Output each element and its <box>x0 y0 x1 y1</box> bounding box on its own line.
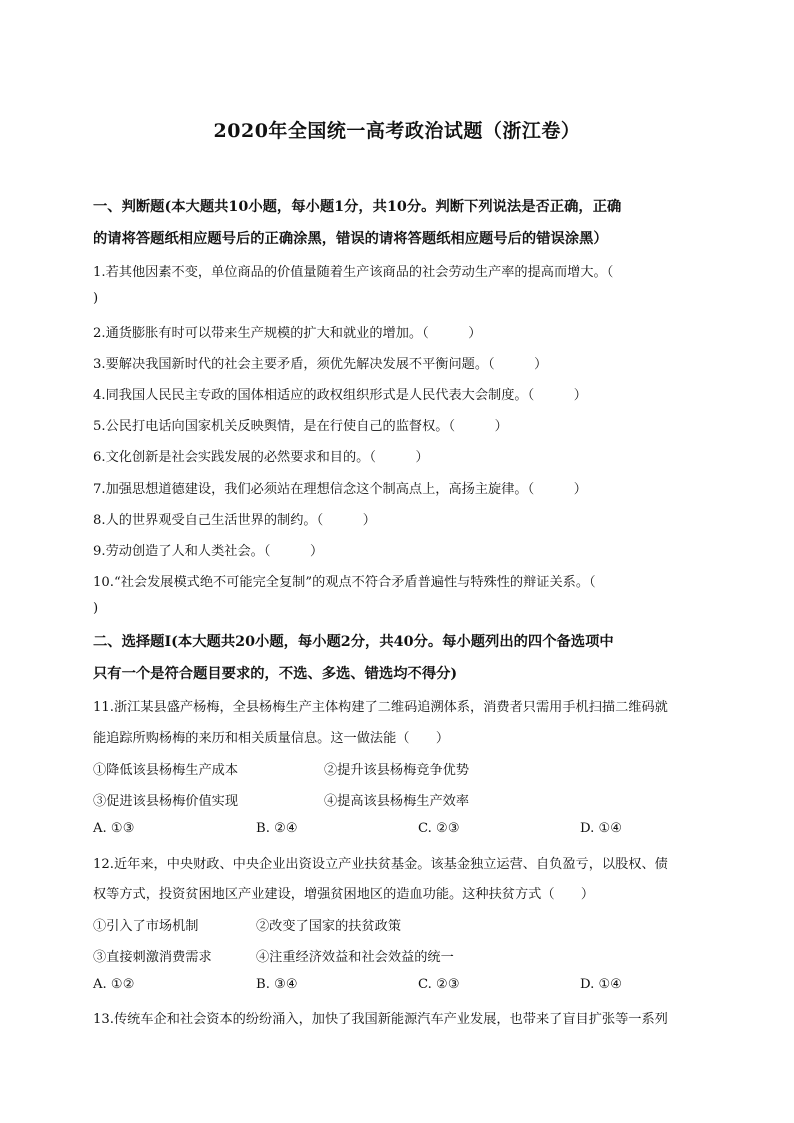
question-13-stem-line1: 13.传统车企和社会资本的纷纷涌入，加快了我国新能源汽车产业发展，也带来了盲目扩张等一系列 <box>93 1012 668 1027</box>
question-12-stem-line1: 12.近年来，中央财政、中央企业出资设立产业扶贫基金。该基金独立运营、自负盈亏，以股权、债 <box>93 857 668 872</box>
section2-heading-line2: 只有一个是符合题目要求的，不选、多选、错选均不得分) <box>93 666 458 682</box>
question-12-stem-line2: 权等方式，投资贫困地区产业建设，增强贫困地区的造血功能。这种扶贫方式（ ） <box>93 887 595 902</box>
question-12-statement-1: ①引入了市场机制 <box>93 919 199 934</box>
question-11-choice-c: C. ②③ <box>418 821 460 836</box>
question-11-choice-b: B. ②④ <box>256 821 298 836</box>
question-4: 4.同我国人民民主专政的国体相适应的政权组织形式是人民代表大会制度。（ ） <box>93 388 587 403</box>
question-12-statement-3: ③直接刺激消费需求 <box>93 950 212 965</box>
question-2: 2.通货膨胀有时可以带来生产规模的扩大和就业的增加。（ ） <box>93 326 482 341</box>
question-7: 7.加强思想道德建设，我们必须站在理想信念这个制高点上，高扬主旋律。（ ） <box>93 482 587 497</box>
question-11-statement-1: ①降低该县杨梅生产成本 <box>93 763 239 778</box>
question-12-choice-c: C. ②③ <box>418 977 460 992</box>
question-12-choice-a: A. ①② <box>93 977 135 992</box>
question-11-statement-2: ②提升该县杨梅竞争优势 <box>324 763 470 778</box>
question-12-statement-4: ④注重经济效益和社会效益的统一 <box>256 950 454 965</box>
question-6: 6.文化创新是社会实践发展的必然要求和目的。（ ） <box>93 450 429 465</box>
page-title: 2020年全国统一高考政治试题（浙江卷） <box>213 120 581 142</box>
question-3: 3.要解决我国新时代的社会主要矛盾，须优先解决发展不平衡问题。（ ） <box>93 357 548 372</box>
section1-heading-line1: 一、判断题(本大题共10小题，每小题1分，共10分。判断下列说法是否正确，正确 <box>93 199 622 215</box>
question-11-choice-d: D. ①④ <box>580 821 623 836</box>
section1-heading-line2: 的请将答题纸相应题号后的正确涂黑，错误的请将答题纸相应题号后的错误涂黑） <box>93 231 608 247</box>
question-5: 5.公民打电话向国家机关反映舆情，是在行使自己的监督权。（ ） <box>93 419 508 434</box>
question-11-choice-a: A. ①③ <box>93 821 135 836</box>
question-11-statement-3: ③促进该县杨梅价值实现 <box>93 794 239 809</box>
question-10-continued: ) <box>93 601 99 616</box>
question-8: 8.人的世界观受自己生活世界的制约。（ ） <box>93 513 376 528</box>
question-11-stem-line2: 能追踪所购杨梅的来历和相关质量信息。这一做法能（ ） <box>93 731 450 746</box>
question-1: 1.若其他因素不变，单位商品的价值量随着生产该商品的社会劳动生产率的提高而增大。（ <box>93 265 614 280</box>
question-11-statement-4: ④提高该县杨梅生产效率 <box>324 794 470 809</box>
question-10: 10.“社会发展模式绝不可能完全复制”的观点不符合矛盾普遍性与特殊性的辩证关系。（ <box>93 575 596 590</box>
question-12-statement-2: ②改变了国家的扶贫政策 <box>256 919 402 934</box>
question-1-continued: ) <box>93 291 99 306</box>
question-12-choice-d: D. ①④ <box>580 977 623 992</box>
question-9: 9.劳动创造了人和人类社会。（ ） <box>93 544 324 559</box>
section2-heading-line1: 二、选择题Ⅰ(本大题共20小题，每小题2分，共40分。每小题列出的四个备选项中 <box>93 634 614 650</box>
question-12-choice-b: B. ③④ <box>256 977 298 992</box>
question-11-stem-line1: 11.浙江某县盛产杨梅，全县杨梅生产主体构建了二维码追溯体系，消费者只需用手机扫描二维码就 <box>93 700 668 715</box>
